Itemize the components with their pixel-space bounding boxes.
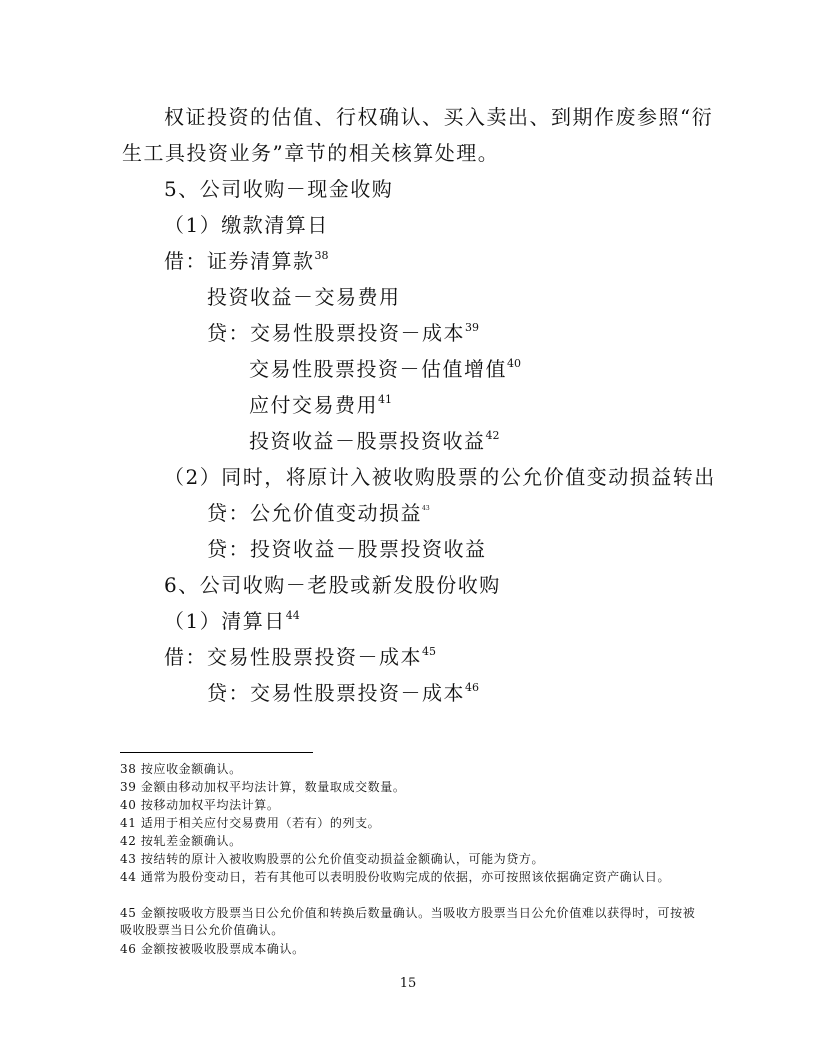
entry-credit-5: 贷：公允价值变动损益$^{43}$ [207, 501, 430, 525]
footnote-38: 38 按应收金额确认。 [120, 762, 242, 776]
footnote-43: 43 按结转的原计入被收购股票的公允价值变动损益金额确认，可能为贷方。 [120, 852, 545, 866]
footnote-46: 46 金额按被吸收股票成本确认。 [120, 942, 305, 956]
footnote-ref-44: 44 [285, 609, 300, 622]
footnote-ref-42: 42 [485, 429, 500, 442]
entry-credit-4: 投资收益－股票投资收益$^{42}$ [249, 429, 500, 453]
entry-credit-3: 应付交易费用$^{41}$ [249, 393, 392, 417]
footnote-39: 39 金额由移动加权平均法计算，数量取成交数量。 [120, 780, 406, 794]
footnote-ref-46: 46 [465, 681, 479, 694]
footnote-40: 40 按移动加权平均法计算。 [120, 798, 280, 812]
footnote-41: 41 适用于相关应付交易费用（若有）的列支。 [120, 816, 381, 830]
footnote-ref-43: 43 [422, 505, 430, 512]
body-line-1: 权证投资的估值、行权确认、买入卖出、到期作废参照“衍 [164, 105, 714, 129]
subheading-5-2: （2）同时，将原计入被收购股票的公允价值变动损益转出 [164, 465, 716, 489]
footnote-ref-41: 41 [378, 393, 392, 406]
subheading-5-1: （1）缴款清算日 [164, 213, 329, 237]
entry-credit-1: 贷：交易性股票投资－成本$^{39}$ [207, 321, 479, 345]
footnote-ref-40: 40 [507, 357, 521, 370]
footnote-ref-39: 39 [465, 321, 479, 334]
section-heading-6: 6、公司收购－老股或新发股份收购 [164, 573, 501, 597]
subheading-6-1: （1）清算日$^{44}$ [164, 609, 300, 633]
footnote-ref-38: 38 [314, 249, 329, 262]
entry-debit-2: 投资收益－交易费用 [207, 285, 401, 309]
body-line-2: 生工具投资业务”章节的相关核算处理。 [122, 141, 500, 165]
entry-credit-6: 贷：投资收益－股票投资收益 [207, 537, 487, 561]
entry-credit-2: 交易性股票投资－估值增值$^{40}$ [249, 357, 521, 381]
footnote-42: 42 按轧差金额确认。 [120, 834, 242, 848]
footnote-45: 45 金额按吸收方股票当日公允价值和转换后数量确认。当吸收方股票当日公允价值难以获得时，可按被吸收股票当日公允价值确认。 [120, 906, 696, 937]
page-number: 15 [399, 976, 417, 991]
entry-debit-1: 借：证券清算款$^{38}$ [164, 249, 329, 273]
entry-debit-3: 借：交易性股票投资－成本$^{45}$ [164, 645, 436, 669]
footnote-44: 44 通常为股份变动日，若有其他可以表明股份收购完成的依据，亦可按照该依据确定资产确认日。 [120, 870, 671, 884]
section-heading-5: 5、公司收购－现金收购 [164, 177, 394, 201]
entry-credit-7: 贷：交易性股票投资－成本$^{46}$ [207, 681, 479, 705]
footnote-separator [120, 752, 313, 753]
footnote-ref-45: 45 [422, 645, 436, 658]
